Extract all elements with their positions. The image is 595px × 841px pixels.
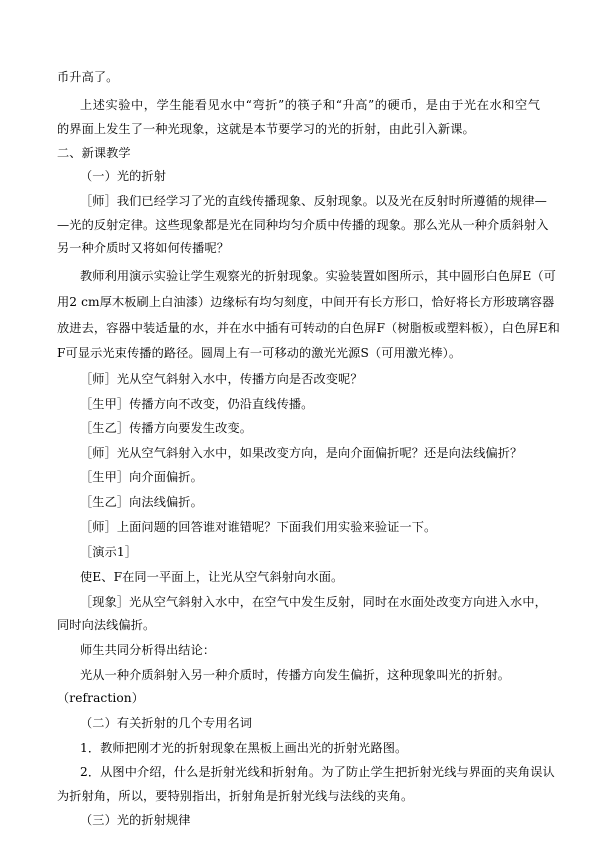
demo-label: ［演示1］ [80, 545, 138, 559]
text-line: 为折射角，所以，要特别指出，折射角是折射光线与法线的夹角。 [57, 789, 414, 803]
subsection-heading: （一）光的折射 [80, 169, 167, 183]
list-item: 2．从图中介绍，什么是折射光线和折射角。为了防止学生把折射光线与界面的夹角误认 [80, 765, 555, 779]
paragraph-line: ［现象］光从空气斜射入水中，在空气中发生反射，同时在水面处改变方向进入水中， [80, 595, 547, 609]
dialogue-line: ［师］光从空气斜射入水中，传播方向是否改变呢？ [80, 372, 363, 386]
dialogue-line: ［师］光从空气斜射入水中，如果改变方向，是向介面偏折呢？还是向法线偏折？ [80, 446, 523, 460]
paragraph-line: 教师利用演示实验让学生观察光的折射现象。实验装置如图所示，其中圆形白色屏E（可 [80, 269, 556, 283]
paragraph-line: ［师］我们已经学习了光的直线传播现象、反射现象。以及光在反射时所遵循的规律— [80, 194, 547, 208]
text-line: 另一种介质时又将如何传播呢？ [57, 241, 230, 255]
section-heading: 二、新课教学 [57, 146, 131, 160]
paragraph-line: 放进去，容器中装适量的水，并在水中插有可转动的白色屏F（树脂板或塑料板），白色屏E和 [57, 321, 560, 335]
term-english: （refraction） [57, 691, 145, 705]
dialogue-line: ［生乙］传播方向要发生改变。 [80, 421, 253, 435]
paragraph-line: 上述实验中，学生能看见水中“弯折”的筷子和“升高”的硬币，是由于光在水和空气 [80, 98, 540, 112]
dialogue-line: ［生甲］传播方向不改变，仍沿直线传播。 [80, 397, 314, 411]
text-line: 币升高了。 [57, 70, 119, 84]
text-line: 使E、F在同一平面上，让光从空气斜射向水面。 [80, 570, 344, 584]
paragraph-line: 用2 cm厚木板刷上白油漆）边缘标有均匀刻度，中间开有长方形口，恰好将长方形玻璃容器 [57, 295, 555, 309]
text-line: F可显示光束传播的路径。圆周上有一可移动的激光光源S（可用激光棒）。 [57, 346, 462, 360]
dialogue-line: ［师］上面问题的回答谁对谁错呢？下面我们用实验来验证一下。 [80, 520, 437, 534]
subsection-heading: （二）有关折射的几个专用名词 [80, 716, 253, 730]
text-line: 的界面上发生了一种光现象，这就是本节要学习的光的折射，由此引入新课。 [57, 122, 475, 136]
dialogue-line: ［生甲］向介面偏折。 [80, 470, 203, 484]
definition-line: 光从一种介质斜射入另一种介质时，传播方向发生偏折，这种现象叫光的折射。 [80, 668, 511, 682]
text-line: 师生共同分析得出结论： [80, 643, 216, 657]
dialogue-line: ［生乙］向法线偏折。 [80, 495, 203, 509]
text-line: 同时向法线偏折。 [57, 618, 156, 632]
list-item: 1．教师把刚才光的折射现象在黑板上画出光的折射光路图。 [80, 741, 408, 755]
paragraph-line: —光的反射定律。这些现象都是光在同种均匀介质中传播的现象。那么光从一种介质斜射入 [57, 218, 549, 232]
subsection-heading: （三）光的折射规律 [80, 813, 191, 827]
